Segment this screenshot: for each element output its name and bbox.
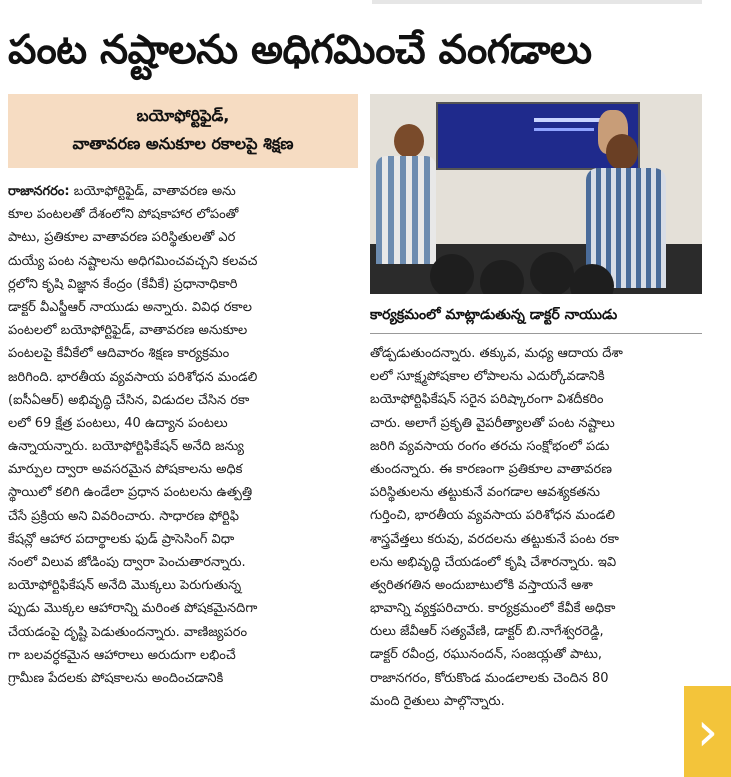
subheadline-box — [8, 94, 358, 168]
person-left — [374, 124, 436, 264]
text-line: లను అభివృద్ధి చేయడంలో కృషి చేశారన్నారు. ఇవి — [370, 554, 617, 570]
text-line: ఉన్నాయన్నారు. బయోఫోర్టిఫికేషన్ అనేది జన్యు — [8, 439, 245, 455]
article-headline: పంట నష్టాలను అధిగమించే వంగడాలు — [8, 27, 592, 73]
text-line: ర్లలోని కృషి విజ్ఞాన కేంద్రం (కేవీకే) ప్రధానాధికారి — [8, 276, 238, 292]
text-line: లలో 69 క్షేత్ర పంటలు, 40 ఉద్యాన పంటలు — [8, 415, 228, 431]
text-line: రాజానగరం: బయోఫోర్టిఫైడ్, వాతావరణ అను — [8, 184, 236, 199]
text-line: బయోఫోర్టిఫికేషన్ సరైన పరిష్కారంగా విశదీకరిం — [370, 392, 604, 408]
audience — [430, 254, 610, 294]
text-line: భావాన్ని వ్యక్తపరిచారు. కార్యక్రమంలో కేవీకే అధికా — [370, 601, 616, 617]
text-line: పరిస్థితులను తట్టుకునే వంగడాల ఆవశ్యకతను — [370, 485, 600, 501]
photo-caption: కార్యక్రమంలో మాట్లాడుతున్న డాక్టర్ నాయుడు — [370, 307, 618, 323]
text-line: గ్రామీణ పేదలకు పోషకాలను అందించడానికి — [8, 670, 224, 686]
text-line: ప్పుడు మొక్కల ఆహారాన్ని మరింత పోషకమైనదిగా — [8, 601, 258, 617]
text-line: పాటు, ప్రతికూల వాతావరణ పరిస్థితులతో ఎర — [8, 230, 236, 246]
text-line: దుయ్యే పంట నష్టాలను అధిగమించవచ్చని కలవచ — [8, 253, 258, 269]
dateline: రాజానగరం: — [8, 184, 70, 199]
text-line: శాస్త్రవేత్తలు కరువు, వరదలను తట్టుకునే పంట రకా — [370, 531, 619, 547]
text-line: బయోఫోర్టిఫికేషన్ అనేది మొక్కలు పెరుగుతున్న — [8, 578, 242, 594]
text-line: మార్పుల ద్వారా అవసరమైన పోషకాలను అధిక — [8, 462, 243, 478]
text-line: రాజానగరం, కోరుకొండ మండలాలకు చెందిన 80 — [370, 670, 609, 686]
caption-rule — [370, 333, 702, 334]
text-line: చేయడంపై దృష్టి పెడుతుందన్నారు. వాణిజ్యపరం — [8, 624, 248, 640]
text-line: జరిగింది. భారతీయ వ్యవసాయ పరిశోధన మండలి — [8, 369, 258, 385]
text-line: చారు. అలాగే ప్రకృతి వైపరీత్యాలతో పంట నష్టాలు — [370, 415, 615, 431]
text-line: త్వరితగతిన అందుబాటులోకి వస్తాయనే ఆశా — [370, 577, 593, 593]
subheadline-line-2: వాతావరణ అనుకూల రకాలపై శిక్షణ — [72, 134, 294, 153]
text-line: లలో సూక్ష్మపోషకాల లోపాలను ఎదుర్కోవడానికి — [370, 369, 605, 385]
text-line: గుర్తించి, భారతీయ వ్యవసాయ పరిశోధన మండలి — [370, 508, 616, 524]
text-line: డాక్టర్ వీఎస్జీఆర్ నాయుడు అన్నారు. వివిధ రకాల — [8, 299, 252, 315]
article-column-1 — [8, 180, 358, 770]
text-line: కూల పంటలతో దేశంలోని పోషకాహార లోపంతో — [8, 207, 239, 223]
article-column-2 — [370, 342, 700, 772]
text-line: చేసే ప్రక్రియ అని వివరించారు. సాధారణ ఫోర్టిఫి — [8, 508, 239, 524]
text-line: నంలో విలువ జోడింపు ద్వారా పెంచుతారన్నారు. — [8, 555, 246, 570]
text-line: జరిగి వ్యవసాయ రంగం తరచు సంక్షోభంలో పడు — [370, 438, 610, 454]
text-line: రులు జేవీఆర్ సత్యవేణి, డాక్టర్ బి.నాగేశ్వరరెడ్డి, — [370, 624, 604, 640]
chevron-right-icon: › — [696, 700, 719, 763]
text-line: స్థాయిలో కలిగి ఉండేలా ప్రధాన పంటలను ఉత్పత్తి — [8, 485, 253, 501]
text-line: (ఐసీఏఆర్) అభివృద్ధి చేసిన, విడుదల చేసిన రకా — [8, 392, 250, 408]
text-line: డాక్టర్ రవీంద్ర, రఘునందన్, సంజయ్లతో పాటు, — [370, 647, 603, 663]
text-line: కేషన్లో ఆహార పదార్థాలకు ఫుడ్ ప్రాసెసింగ్ విధా — [8, 531, 235, 547]
text-line: తోడ్పడుతుందన్నారు. తక్కువ, మధ్య ఆదాయ దేశా — [370, 346, 623, 361]
text-line: మంది రైతులు పాల్గొన్నారు. — [370, 693, 505, 709]
top-rule — [372, 0, 702, 4]
text-line: తుందన్నారు. ఈ కారణంగా ప్రతికూల వాతావరణ — [370, 461, 612, 477]
subheadline-line-1: బయోఫోర్టిఫైడ్, — [136, 106, 230, 125]
next-page-button[interactable] — [684, 686, 731, 777]
text-line: గా బలవర్ధకమైన ఆహారాలు అరుదుగా లభించే — [8, 647, 236, 663]
article-photo — [370, 94, 702, 294]
text-line: పంటలపై కేవీకేలో ఆదివారం శిక్షణ కార్యక్రమం — [8, 346, 230, 362]
text-line: పంటలలో బయోఫోర్టిఫైడ్, వాతావరణ అనుకూల — [8, 323, 248, 339]
